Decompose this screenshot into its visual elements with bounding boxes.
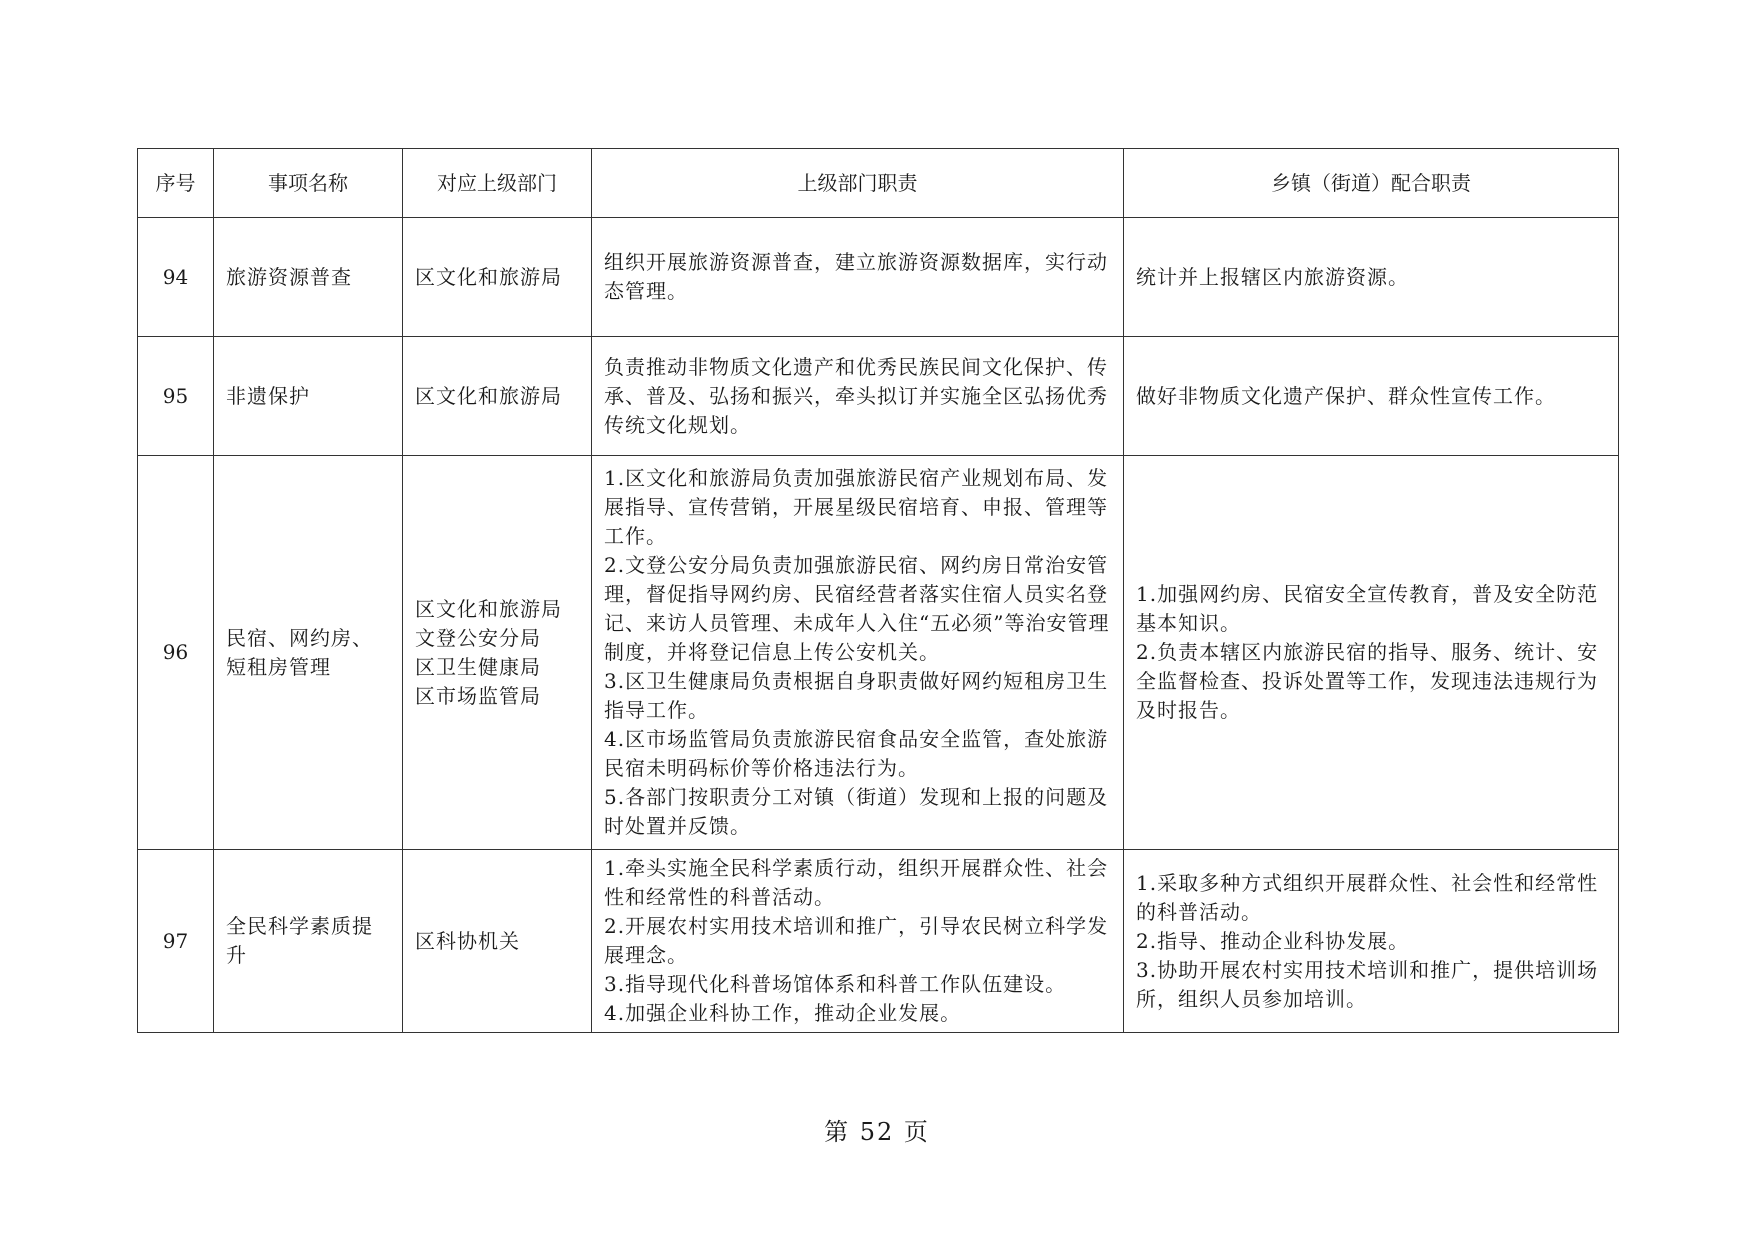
header-seq: 序号 [138, 149, 214, 218]
row-township-duties [1124, 850, 1619, 1033]
duty-line: 3.指导现代化科普场馆体系和科普工作队伍建设。 [604, 972, 1067, 996]
row-item-name: 民宿、网约房、短租房管理 [214, 456, 403, 850]
duty-line: 3.协助开展农村实用技术培训和推广，提供培训场所，组织人员参加培训。 [1136, 957, 1599, 1011]
table-row [138, 850, 1619, 1033]
duty-line: 2.指导、推动企业科协发展。 [1136, 928, 1410, 953]
department-line: 区文化和旅游局 [415, 383, 562, 408]
duty-line: 组织开展旅游资源普查，建立旅游资源数据库，实行动态管理。 [604, 250, 1108, 303]
row-departments [403, 337, 592, 456]
row-superior-duties [592, 337, 1124, 456]
duty-line: 4.区市场监管局负责旅游民宿食品安全监管，查处旅游民宿未明码标价等价格违法行为。 [604, 727, 1109, 780]
duty-line: 统计并上报辖区内旅游资源。 [1136, 264, 1409, 289]
duty-line: 做好非物质文化遗产保护、群众性宣传工作。 [1136, 383, 1556, 408]
row-superior-duties [592, 850, 1124, 1033]
page-number: 第 52 页 [824, 1118, 930, 1146]
table-header [138, 149, 1619, 218]
department-line: 区文化和旅游局 [415, 596, 562, 621]
responsibility-table [137, 148, 1619, 1033]
row-township-duties [1124, 218, 1619, 337]
table-row [138, 456, 1619, 850]
header-item-name: 事项名称 [214, 149, 403, 218]
department-line: 区科协机关 [415, 928, 520, 953]
row-seq: 96 [138, 456, 214, 850]
row-superior-duties [592, 456, 1124, 850]
header-superior-duties: 上级部门职责 [592, 149, 1124, 218]
duty-line: 3.区卫生健康局负责根据自身职责做好网约短租房卫生指导工作。 [604, 669, 1109, 722]
row-township-duties [1124, 456, 1619, 850]
row-item-name: 旅游资源普查 [214, 218, 403, 337]
row-superior-duties [592, 218, 1124, 337]
row-township-duties [1124, 337, 1619, 456]
row-item-name: 全民科学素质提升 [214, 850, 403, 1033]
row-departments [403, 456, 592, 850]
header-township-duties: 乡镇（街道）配合职责 [1124, 149, 1619, 218]
row-seq: 94 [138, 218, 214, 337]
duty-line: 2.开展农村实用技术培训和推广，引导农民树立科学发展理念。 [604, 914, 1109, 967]
row-item-name: 非遗保护 [214, 337, 403, 456]
header-row [138, 149, 1619, 218]
header-superior-department: 对应上级部门 [403, 149, 592, 218]
table-row [138, 337, 1619, 456]
duty-line: 1.加强网约房、民宿安全宣传教育，普及安全防范基本知识。 [1136, 582, 1599, 635]
department-line: 文登公安分局 [415, 625, 541, 650]
duty-line: 2.负责本辖区内旅游民宿的指导、服务、统计、安全监督检查、投诉处置等工作，发现违法违规行为及时报告。 [1136, 640, 1599, 722]
duty-line: 1.牵头实施全民科学素质行动，组织开展群众性、社会性和经常性的科普活动。 [604, 856, 1109, 909]
row-seq: 97 [138, 850, 214, 1033]
duty-line: 负责推动非物质文化遗产和优秀民族民间文化保护、传承、普及、弘扬和振兴，牵头拟订并实施全区弘扬优秀传统文化规划。 [604, 354, 1108, 437]
department-line: 区卫生健康局 [415, 654, 541, 679]
table-body [138, 218, 1619, 1033]
duty-line: 1.采取多种方式组织开展群众性、社会性和经常性的科普活动。 [1136, 870, 1599, 924]
row-departments [403, 218, 592, 337]
table-row [138, 218, 1619, 337]
duty-line: 5.各部门按职责分工对镇（街道）发现和上报的问题及时处置并反馈。 [604, 785, 1109, 838]
duty-line: 2.文登公安分局负责加强旅游民宿、网约房日常治安管理，督促指导网约房、民宿经营者落实住宿人员实名登记、来访人员管理、未成年人入住“五必须”等治安管理制度，并将登记信息上传公安机关。 [604, 553, 1110, 664]
duty-line: 4.加强企业科协工作，推动企业发展。 [604, 1001, 962, 1025]
duty-line: 1.区文化和旅游局负责加强旅游民宿产业规划布局、发展指导、宣传营销，开展星级民宿培育、申报、管理等工作。 [604, 466, 1109, 548]
department-line: 区市场监管局 [415, 683, 541, 708]
row-seq: 95 [138, 337, 214, 456]
row-departments [403, 850, 592, 1033]
department-line: 区文化和旅游局 [415, 264, 562, 289]
